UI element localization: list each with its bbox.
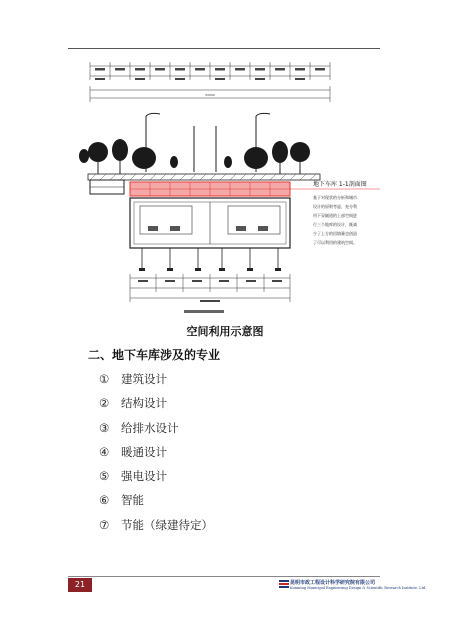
item-label: 给排水设计 bbox=[121, 420, 179, 435]
chapter-heading: 二、地下车库涉及的专业 bbox=[88, 348, 221, 362]
item-label: 暖通设计 bbox=[121, 444, 167, 459]
list-item bbox=[99, 416, 213, 440]
section-description bbox=[313, 194, 357, 245]
svg-text:行三个地库的设计，既减: 行三个地库的设计，既减 bbox=[313, 222, 357, 227]
list-item bbox=[99, 440, 213, 464]
footer-rule bbox=[68, 576, 380, 577]
item-number: ④ bbox=[99, 444, 110, 459]
discipline-list bbox=[99, 367, 213, 537]
item-number: ③ bbox=[99, 420, 110, 435]
bottom-dimension-lines bbox=[130, 274, 290, 302]
figure-caption: 空间利用示意图 bbox=[186, 325, 264, 338]
institute-logo-icon bbox=[279, 579, 289, 589]
header-rule bbox=[68, 48, 380, 49]
item-number: ① bbox=[99, 372, 110, 386]
item-label: 节能（绿建待定） bbox=[121, 517, 213, 532]
institute-name bbox=[290, 579, 427, 590]
section-label: 地下车库 1-1剖面图 bbox=[313, 181, 367, 188]
page-number: 21 bbox=[68, 578, 92, 592]
institute-name-cn: 昆明市政工程设计科学研究院有限公司 bbox=[290, 580, 376, 586]
scale-label bbox=[184, 310, 224, 313]
item-label: 强电设计 bbox=[121, 469, 167, 484]
overall-dimension: 52000 bbox=[205, 93, 215, 97]
item-label: 结构设计 bbox=[121, 396, 167, 411]
list-item bbox=[99, 391, 213, 415]
pile-caps bbox=[139, 268, 281, 271]
svg-text:设计的原则考虑，充分利: 设计的原则考虑，充分利 bbox=[313, 204, 357, 209]
institute-name-en: Kunming Municipal Engineering Design & Scientific Research Institute, Ltd. bbox=[290, 586, 427, 590]
list-item bbox=[99, 513, 213, 537]
svg-text:用下穿隧道的上部空间进: 用下穿隧道的上部空间进 bbox=[313, 213, 357, 218]
item-number: ⑤ bbox=[99, 469, 110, 484]
item-number: ⑥ bbox=[99, 493, 110, 508]
list-item bbox=[99, 488, 213, 512]
section-drawing bbox=[60, 54, 390, 320]
svg-text:少了上方的回填量也创造: 少了上方的回填量也创造 bbox=[313, 231, 357, 236]
piles bbox=[142, 248, 278, 270]
item-number: ⑦ bbox=[99, 517, 110, 532]
list-item bbox=[99, 367, 213, 391]
svg-text:基于对现状的分析和城市: 基于对现状的分析和城市 bbox=[313, 195, 357, 200]
list-item bbox=[99, 464, 213, 488]
item-number: ② bbox=[99, 396, 110, 411]
item-label: 建筑设计 bbox=[121, 372, 167, 386]
svg-text:了可以利用的建筑空间。: 了可以利用的建筑空间。 bbox=[313, 240, 357, 245]
tree-trunks bbox=[98, 161, 300, 174]
item-label: 智能 bbox=[121, 493, 144, 508]
